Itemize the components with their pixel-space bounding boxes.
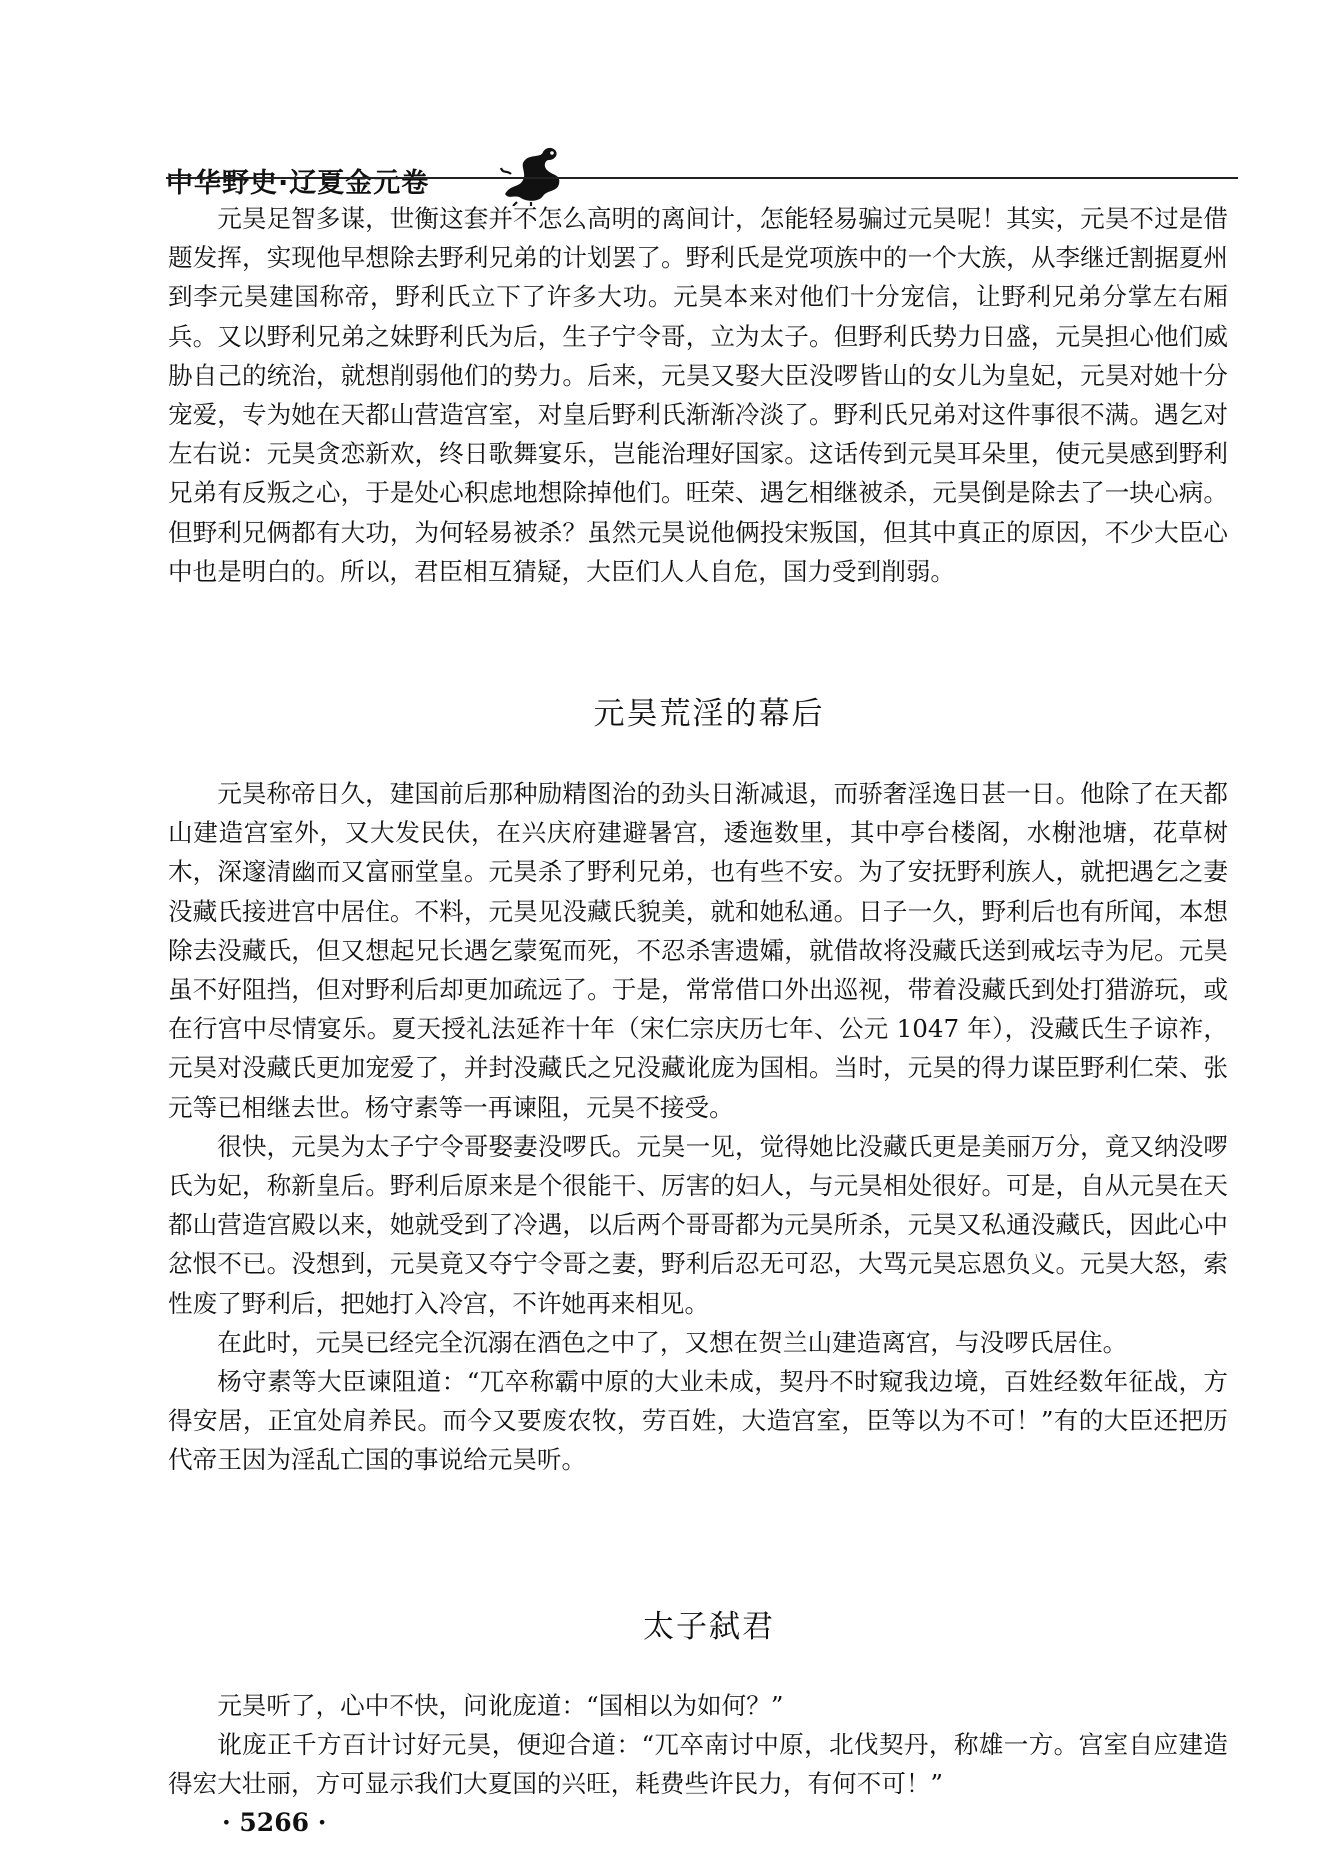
section-body <box>168 774 1228 1480</box>
book-title: 中华野史·辽夏金元卷 <box>166 168 430 199</box>
paragraph: 元昊足智多谋，世衡这套并不怎么高明的离间计，怎能轻易骗过元昊呢！其实，元昊不过是借题发挥，实现他早想除去野利兄弟的计划罢了。野利氏是党项族中的一个大族，从李继迁割据夏州到李元昊建国称帝，野利氏立下了许多大功。元昊本来对他们十分宠信，让野利兄弟分掌左右厢兵。又以野利兄弟之妹野利氏为后，生子宁令哥，立为太子。但野利氏势力日盛，元昊担心他们威胁自己的统治，就想削弱他们的势力。后来，元昊又娶大臣没啰皆山的女儿为皇妃，元昊对她十分宠爱，专为她在天都山营造宫室，对皇后野利氏渐渐冷淡了。野利氏兄弟对这件事很不满。遇乞对左右说：元昊贪恋新欢，终日歌舞宴乐，岂能治理好国家。这话传到元昊耳朵里，使元昊感到野利兄弟有反叛之心，于是处心积虑地想除掉他们。旺荣、遇乞相继被杀，元昊倒是除去了一块心病。但野利兄俩都有大功，为何轻易被杀？虽然元昊说他俩投宋叛国，但其中真正的原因，不少大臣心中也是明白的。所以，君臣相互猜疑，大臣们人人自危，国力受到削弱。 <box>168 204 1228 586</box>
paragraph: 讹庞正千方百计讨好元昊，便迎合道：“兀卒南讨中原，北伐契丹，称雄一方。宫室自应建造得宏大壮丽，方可显示我们大夏国的兴旺，耗费些许民力，有何不可！” <box>168 1730 1228 1799</box>
section-title: 元昊荒淫的幕后 <box>593 696 825 732</box>
paragraph: 元昊听了，心中不快，问讹庞道：“国相以为如何？” <box>217 1691 784 1720</box>
paragraph: 杨守素等大臣谏阻道：“兀卒称霸中原的大业未成，契丹不时窥我边境，百姓经数年征战，方得安居，正宜处肩养民。而今又要废农牧，劳百姓，大造宫室，臣等以为不可！”有的大臣还把历代帝王因为淫乱亡国的事说给元昊听。 <box>168 1367 1228 1475</box>
dragon-icon <box>497 144 565 206</box>
section-body <box>168 1686 1228 1804</box>
paragraph: 很快，元昊为太子宁令哥娶妻没啰氏。元昊一见，觉得她比没藏氏更是美丽万分，竟又纳没啰氏为妃，称新皇后。野利后原来是个很能干、厉害的妇人，与元昊相处很好。可是，自从元昊在天都山营造宫殿以来，她就受到了冷遇，以后两个哥哥都为元昊所杀，元昊又私通没藏氏，因此心中忿恨不已。没想到，元昊竟又夺宁令哥之妻，野利后忍无可忍，大骂元昊忘恩负义。元昊大怒，索性废了野利后，把她打入冷宫，不许她再来相见。 <box>168 1131 1228 1318</box>
paragraph: 在此时，元昊已经完全沉溺在酒色之中了，又想在贺兰山建造离宫，与没啰氏居住。 <box>217 1327 1128 1357</box>
paragraph: 元昊称帝日久，建国前后那种励精图治的劲头日渐减退，而骄奢淫逸日甚一日。他除了在天都山建造宫室外，又大发民伕，在兴庆府建避暑宫，逶迤数里，其中亭台楼阁，水榭池塘，花草树木，深邃清幽而又富丽堂皇。元昊杀了野利兄弟，也有些不安。为了安抚野利族人，就把遇乞之妻没藏氏接进宫中居住。不料，元昊见没藏氏貌美，就和她私通。日子一久，野利后也有所闻，本想除去没藏氏，但又想起兄长遇乞蒙冤而死，不忍杀害遗孀，就借故将没藏氏送到戒坛寺为尼。元昊虽不好阻挡，但对野利后却更加疏远了。于是，常常借口外出巡视，带着没藏氏到处打猎游玩，或在行宫中尽情宴乐。夏天授礼法延祚十年（宋仁宗庆历七年、公元 1047 年），没藏氏生子谅祚，元昊对没藏氏更加宠爱了，并封没藏氏之兄没藏讹庞为国相。当时，元昊的得力谋臣野利仁荣、张元等已相继去世。杨守素等一再谏阻，元昊不接受。 <box>168 779 1228 1122</box>
header-rule <box>166 177 1238 179</box>
running-header <box>166 138 565 200</box>
page-number: · 5266 · <box>222 1808 327 1837</box>
intro-text <box>168 199 1228 591</box>
section-title: 太子弑君 <box>643 1609 775 1645</box>
